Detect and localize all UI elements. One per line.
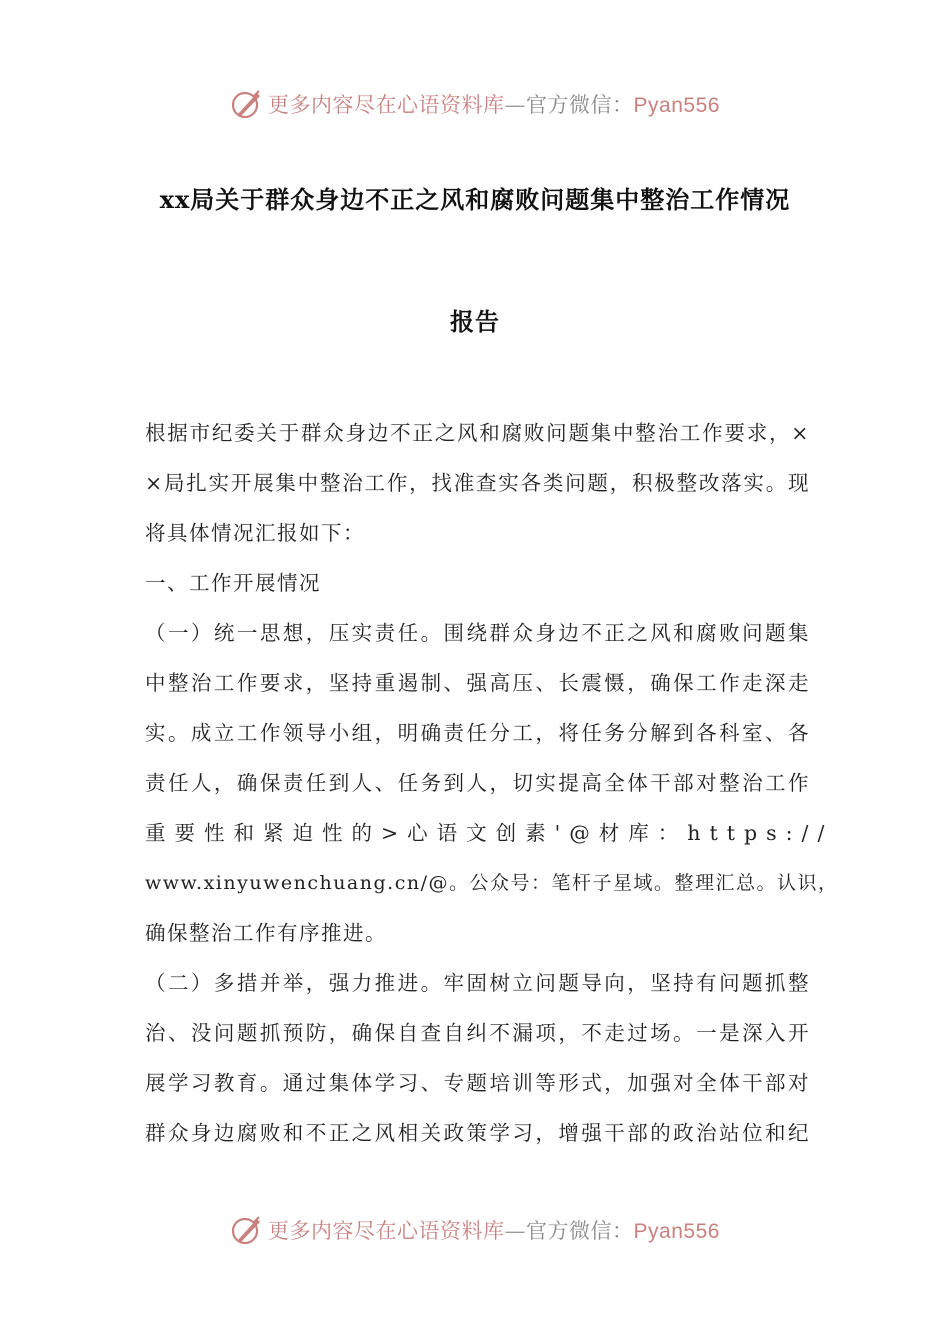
document-title: xx局关于群众身边不正之风和腐败问题集中整治工作情况 <box>159 185 791 214</box>
watermark-label: 官方微信： <box>526 93 634 117</box>
body-line: 责任人，确保责任到人、任务到人，切实提高全体干部对整治工作 <box>145 771 810 795</box>
document-body <box>145 415 839 1165</box>
document-title-continued: 报告 <box>450 307 500 336</box>
watermark-id: Pyan556 <box>633 1220 720 1243</box>
watermark-text <box>268 89 720 119</box>
watermark-dash: — <box>504 93 527 117</box>
body-line: 实。成立工作领导小组，明确责任分工，将任务分解到各科室、各 <box>145 721 810 745</box>
watermark-dash: — <box>504 1219 527 1243</box>
body-line: 将具体情况汇报如下： <box>145 521 365 545</box>
body-line: 展学习教育。通过集体学习、专题培训等形式，加强对全体干部对 <box>145 1071 810 1095</box>
body-line: （一）统一思想，压实责任。围绕群众身边不正之风和腐败问题集 <box>145 621 810 645</box>
header-watermark <box>0 84 950 124</box>
body-line: 治、没问题抓预防，确保自查自纠不漏项，不走过场。一是深入开 <box>145 1021 810 1045</box>
watermark-brand: 更多内容尽在心语资料库 <box>268 93 505 117</box>
section-heading: 一、工作开展情况 <box>145 571 321 595</box>
body-line: 中整治工作要求，坚持重遏制、强高压、长震慑，确保工作走深走 <box>145 671 810 695</box>
body-line: 根据市纪委关于群众身边不正之风和腐败问题集中整治工作要求，× <box>145 421 810 445</box>
footer-watermark <box>0 1210 950 1250</box>
quill-pen-icon <box>230 87 264 121</box>
watermark-label: 官方微信： <box>526 1219 634 1243</box>
watermark-id: Pyan556 <box>633 94 720 117</box>
body-line: 重要性和紧迫性的>心语文创素'@材库：https:// <box>145 821 834 845</box>
body-line: ×局扎实开展集中整治工作，找准查实各类问题，积极整改落实。现 <box>145 471 810 495</box>
body-line: 群众身边腐败和不正之风相关政策学习，增强干部的政治站位和纪 <box>145 1121 810 1145</box>
body-line: 确保整治工作有序推进。 <box>145 921 387 945</box>
watermark-text <box>268 1215 720 1245</box>
quill-pen-icon <box>230 1213 264 1247</box>
watermark-brand: 更多内容尽在心语资料库 <box>268 1219 505 1243</box>
body-line: www.xinyuwenchuang.cn/@。公众号：笔杆子星域。整理汇总。认识， <box>145 872 839 894</box>
body-line: （二）多措并举，强力推进。牢固树立问题导向，坚持有问题抓整 <box>145 971 810 995</box>
